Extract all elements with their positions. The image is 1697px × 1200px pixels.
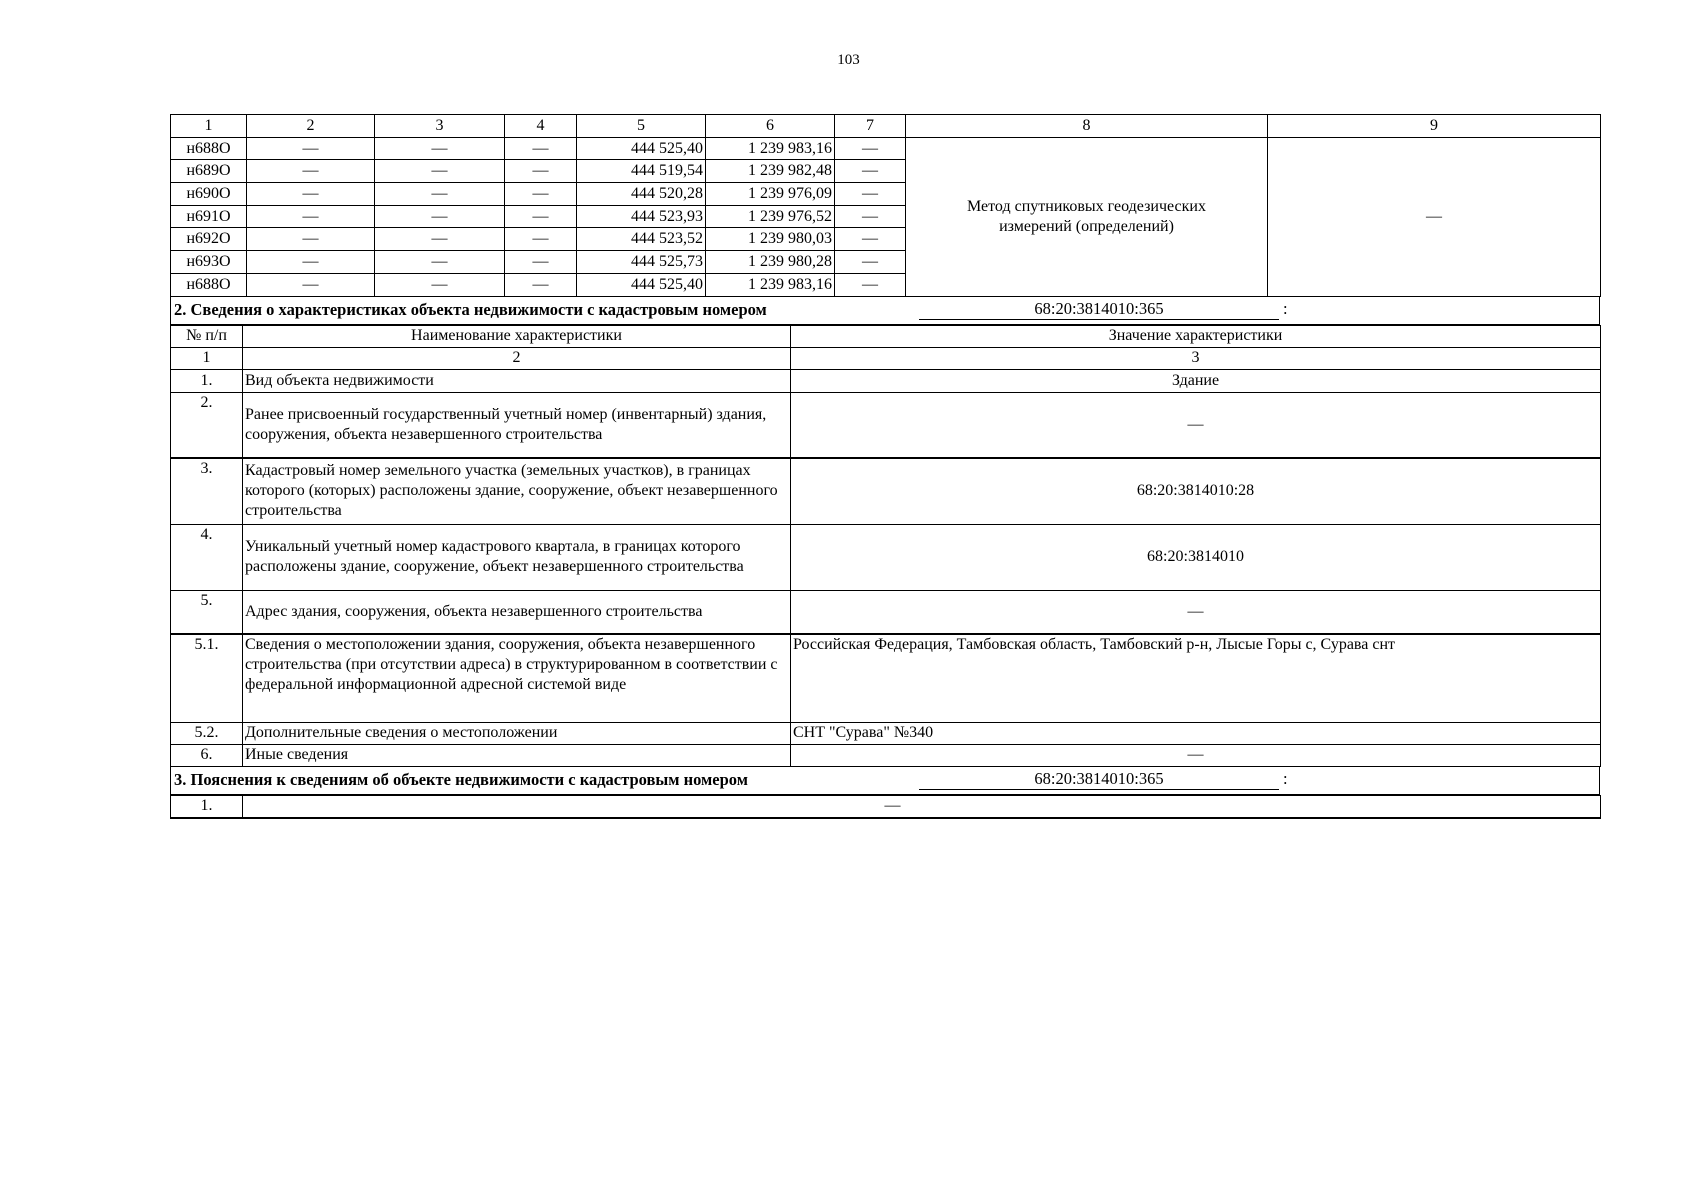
row-num: 5.2.	[171, 722, 243, 744]
row-value: СНТ "Сурава" №340	[791, 722, 1601, 744]
row-value: 68:20:3814010	[791, 524, 1601, 590]
coord-y: 1 239 976,52	[706, 205, 835, 228]
coord-x: 444 519,54	[577, 160, 706, 183]
point-name: н691О	[171, 205, 247, 228]
cell: —	[835, 183, 906, 206]
col9-cell: —	[1268, 137, 1601, 296]
table-row	[171, 722, 1601, 744]
method-cell: Метод спутниковых геодезических измерений (определений)	[906, 137, 1268, 296]
cell: —	[505, 137, 577, 160]
cell: —	[505, 183, 577, 206]
header-cell: 3	[791, 347, 1601, 369]
point-name: н688О	[171, 137, 247, 160]
coord-y: 1 239 980,28	[706, 251, 835, 274]
row-value: —	[243, 795, 1601, 818]
section2-heading	[170, 297, 1600, 325]
coord-y: 1 239 983,16	[706, 273, 835, 296]
header-cell: 8	[906, 115, 1268, 138]
cell: —	[835, 251, 906, 274]
coord-x: 444 525,40	[577, 137, 706, 160]
row-num: 5.	[171, 590, 243, 634]
row-name: Сведения о местоположении здания, сооружения, объекта незавершенного строительства (при отсутствии адреса) в структурированном в соответствии с федеральной информационной адресной системой виде	[243, 634, 791, 722]
cell: —	[505, 205, 577, 228]
coord-y: 1 239 983,16	[706, 137, 835, 160]
header-cell: Наименование характеристики	[243, 325, 791, 347]
table-row	[171, 369, 1601, 392]
row-value: Здание	[791, 369, 1601, 392]
table-row	[171, 634, 1601, 722]
row-name: Вид объекта недвижимости	[243, 369, 791, 392]
cell: —	[375, 273, 505, 296]
table-row	[171, 795, 1601, 818]
page-number: 103	[837, 52, 860, 68]
point-name: н689О	[171, 160, 247, 183]
section2-cadastral-number: 68:20:3814010:365	[919, 298, 1279, 320]
header-cell: 1	[171, 347, 243, 369]
row-num: 1.	[171, 369, 243, 392]
header-cell: 2	[247, 115, 375, 138]
section3-colon: :	[1283, 768, 1288, 788]
cell: —	[247, 251, 375, 274]
row-name: Кадастровый номер земельного участка (земельных участков), в границах которого (которых) расположены здание, сооружение, объект незавершенного строительства	[243, 458, 791, 524]
characteristics-header-nums	[171, 347, 1601, 369]
cell: —	[505, 160, 577, 183]
document-body	[170, 114, 1600, 819]
section2-colon: :	[1283, 298, 1288, 318]
coord-y: 1 239 976,09	[706, 183, 835, 206]
header-cell: 4	[505, 115, 577, 138]
header-cell: 1	[171, 115, 247, 138]
characteristics-header-row	[171, 325, 1601, 347]
coordinates-table	[170, 114, 1601, 297]
cell: —	[505, 273, 577, 296]
explanations-table	[170, 795, 1601, 820]
cell: —	[505, 228, 577, 251]
cell: —	[375, 183, 505, 206]
cell: —	[375, 137, 505, 160]
row-name: Ранее присвоенный государственный учетный номер (инвентарный) здания, сооружения, объекта незавершенного строительства	[243, 392, 791, 458]
cell: —	[375, 228, 505, 251]
point-name: н690О	[171, 183, 247, 206]
table-row	[171, 590, 1601, 634]
header-cell: 5	[577, 115, 706, 138]
header-cell: 3	[375, 115, 505, 138]
point-name: н692О	[171, 228, 247, 251]
cell: —	[247, 228, 375, 251]
row-value: —	[791, 590, 1601, 634]
row-value: Российская Федерация, Тамбовская область, Тамбовский р-н, Лысые Горы с, Сурава снт	[791, 634, 1601, 722]
coord-y: 1 239 982,48	[706, 160, 835, 183]
cell: —	[375, 251, 505, 274]
cell: —	[835, 273, 906, 296]
cell: —	[835, 228, 906, 251]
point-name: н693О	[171, 251, 247, 274]
coord-x: 444 523,52	[577, 228, 706, 251]
coord-x: 444 525,73	[577, 251, 706, 274]
header-cell: 2	[243, 347, 791, 369]
coord-x: 444 520,28	[577, 183, 706, 206]
coord-y: 1 239 980,03	[706, 228, 835, 251]
row-name: Адрес здания, сооружения, объекта незавершенного строительства	[243, 590, 791, 634]
cell: —	[247, 273, 375, 296]
header-cell: № п/п	[171, 325, 243, 347]
cell: —	[835, 137, 906, 160]
cell: —	[247, 205, 375, 228]
table-row	[171, 524, 1601, 590]
table-row	[171, 458, 1601, 524]
section3-cadastral-number: 68:20:3814010:365	[919, 768, 1279, 790]
header-cell: 9	[1268, 115, 1601, 138]
row-num: 3.	[171, 458, 243, 524]
row-num: 5.1.	[171, 634, 243, 722]
cell: —	[247, 160, 375, 183]
section3-heading	[170, 767, 1600, 795]
coord-x: 444 523,93	[577, 205, 706, 228]
cell: —	[375, 160, 505, 183]
coord-x: 444 525,40	[577, 273, 706, 296]
row-value: —	[791, 744, 1601, 766]
table-row	[171, 392, 1601, 458]
row-num: 6.	[171, 744, 243, 766]
coordinates-header-row	[171, 115, 1601, 138]
header-cell: 7	[835, 115, 906, 138]
row-name: Уникальный учетный номер кадастрового квартала, в границах которого расположены здание, сооружение, объект незавершенного строительства	[243, 524, 791, 590]
cell: —	[835, 205, 906, 228]
row-value: 68:20:3814010:28	[791, 458, 1601, 524]
cell: —	[505, 251, 577, 274]
cell: —	[835, 160, 906, 183]
point-name: н688О	[171, 273, 247, 296]
table-row	[171, 744, 1601, 766]
row-num: 2.	[171, 392, 243, 458]
row-num: 4.	[171, 524, 243, 590]
table-row	[171, 137, 1601, 160]
cell: —	[247, 183, 375, 206]
cell: —	[247, 137, 375, 160]
row-name: Дополнительные сведения о местоположении	[243, 722, 791, 744]
characteristics-table	[170, 325, 1601, 767]
row-name: Иные сведения	[243, 744, 791, 766]
section2-title: 2. Сведения о характеристиках объекта недвижимости с кадастровым номером	[174, 299, 767, 319]
section3-title: 3. Пояснения к сведениям об объекте недвижимости с кадастровым номером	[174, 769, 748, 789]
row-num: 1.	[171, 795, 243, 818]
row-value: —	[791, 392, 1601, 458]
header-cell: Значение характеристики	[791, 325, 1601, 347]
cell: —	[375, 205, 505, 228]
header-cell: 6	[706, 115, 835, 138]
